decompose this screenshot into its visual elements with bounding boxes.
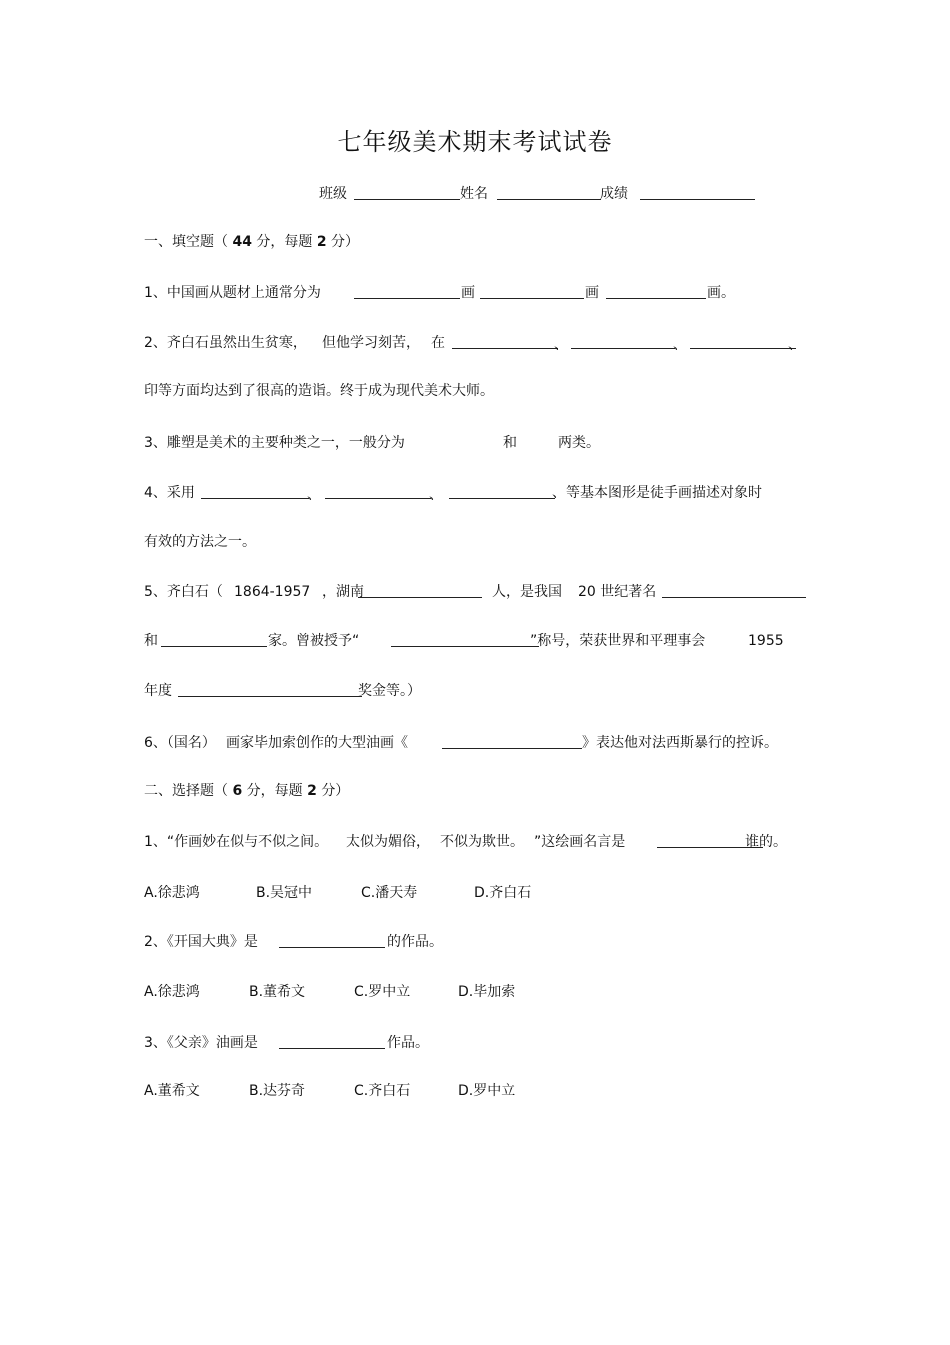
section-each: 2 <box>316 234 327 250</box>
question-text: 》表达他对法西斯暴行的控诉。 <box>582 735 778 751</box>
answer-blank[interactable] <box>161 646 267 647</box>
question-text: 有效的方法之一。 <box>144 534 256 550</box>
name-label: 姓名 <box>460 186 488 202</box>
option-a[interactable]: A.徐悲鸿 <box>144 885 200 901</box>
question-text: 和 <box>503 435 517 451</box>
score-label: 成绩 <box>600 186 628 202</box>
section-prefix: 二、选择题（ <box>144 783 228 799</box>
separator: 、 <box>554 337 568 353</box>
option-b[interactable]: B.董希文 <box>249 984 306 1000</box>
option-c[interactable]: C.齐白石 <box>354 1083 411 1099</box>
option-b[interactable]: B.吴冠中 <box>256 885 313 901</box>
question-text: 人，是我国 <box>492 584 562 600</box>
answer-blank[interactable] <box>358 597 482 598</box>
option-b[interactable]: B.达芬奇 <box>249 1083 306 1099</box>
answer-blank[interactable] <box>391 646 539 647</box>
question-text: 的作品。 <box>387 934 443 950</box>
question-text: 2、齐白石虽然出生贫寒， <box>144 335 307 351</box>
question-text: 太似为媚俗， <box>346 834 430 850</box>
question-text: 年度 <box>144 683 172 699</box>
class-field[interactable] <box>354 199 460 200</box>
separator: 、 <box>429 487 443 503</box>
question-text: 5、齐白石（ <box>144 584 223 600</box>
question-text: 1955 <box>748 633 784 649</box>
question-text: 1864-1957 <box>234 584 311 600</box>
question-text: 1、“作画妙在似与不似之间。 <box>144 834 329 850</box>
section-total: 44 <box>232 234 252 250</box>
answer-blank[interactable] <box>178 696 362 697</box>
question-text: 画 <box>585 285 599 301</box>
page-title: 七年级美术期末考试试卷 <box>337 128 613 156</box>
option-d[interactable]: D.毕加索 <box>458 984 516 1000</box>
question-text: 、等基本图形是徒手画描述对象时 <box>552 485 762 501</box>
answer-blank[interactable] <box>452 348 558 349</box>
option-c[interactable]: C.罗中立 <box>354 984 411 1000</box>
question-text: 但他学习刻苦， <box>322 335 420 351</box>
answer-blank[interactable] <box>480 298 584 299</box>
question-text: 2、《开国大典》是 <box>144 934 258 950</box>
question-text: 和 <box>144 633 158 649</box>
answer-blank[interactable] <box>606 298 706 299</box>
question-text: 画 <box>461 285 475 301</box>
section-suffix: 分） <box>321 783 350 799</box>
answer-blank[interactable] <box>442 748 582 749</box>
section-prefix: 一、填空题（ <box>144 234 228 250</box>
answer-blank[interactable] <box>325 498 431 499</box>
question-text: 家。曾被授予“ <box>268 633 360 649</box>
question-text: 作品。 <box>387 1035 429 1051</box>
section-heading-fill-blank <box>144 233 359 251</box>
question-text: 印等方面均达到了很高的造诣。终于成为现代美术大师。 <box>144 383 494 399</box>
option-a[interactable]: A.董希文 <box>144 1083 200 1099</box>
question-text: ”这绘画名言是 <box>534 834 626 850</box>
question-text: 1、中国画从题材上通常分为 <box>144 285 321 301</box>
answer-blank[interactable] <box>354 298 460 299</box>
answer-blank[interactable] <box>201 498 309 499</box>
class-label: 班级 <box>319 186 347 202</box>
section-mid: 分，每题 <box>256 234 313 250</box>
section-heading-choice <box>144 782 349 800</box>
answer-blank[interactable] <box>449 498 555 499</box>
question-text: 奖金等。） <box>358 683 421 699</box>
answer-blank[interactable] <box>662 597 806 598</box>
answer-blank[interactable] <box>690 348 796 349</box>
option-a[interactable]: A.徐悲鸿 <box>144 984 200 1000</box>
section-each: 2 <box>307 783 317 799</box>
question-text: 画。 <box>707 285 735 301</box>
question-text: ”称号，荣获世界和平理事会 <box>530 633 706 649</box>
question-text: ，湖南 <box>322 584 364 600</box>
question-text: 两类。 <box>558 435 600 451</box>
separator: 、 <box>788 337 802 353</box>
answer-blank[interactable] <box>279 947 385 948</box>
answer-blank[interactable] <box>279 1048 385 1049</box>
separator: 、 <box>673 337 687 353</box>
question-text: 6、（国名） <box>144 735 216 751</box>
question-text: 3、《父亲》油画是 <box>144 1035 258 1051</box>
section-suffix: 分） <box>331 234 360 250</box>
question-text: 20 世纪著名 <box>578 584 657 600</box>
question-text: 谁的。 <box>745 834 787 850</box>
question-text: 不似为欺世。 <box>440 834 524 850</box>
separator: 、 <box>307 487 321 503</box>
section-total: 6 <box>232 783 243 799</box>
option-d[interactable]: D.齐白石 <box>474 885 532 901</box>
answer-blank[interactable] <box>571 348 675 349</box>
option-d[interactable]: D.罗中立 <box>458 1083 516 1099</box>
question-text: 4、采用 <box>144 485 195 501</box>
question-text: 画家毕加索创作的大型油画《 <box>226 735 408 751</box>
section-mid: 分，每题 <box>246 783 303 799</box>
question-text: 3、雕塑是美术的主要种类之一，一般分为 <box>144 435 405 451</box>
score-field[interactable] <box>640 199 755 200</box>
name-field[interactable] <box>497 199 601 200</box>
question-text: 在 <box>431 335 445 351</box>
option-c[interactable]: C.潘天寿 <box>361 885 418 901</box>
